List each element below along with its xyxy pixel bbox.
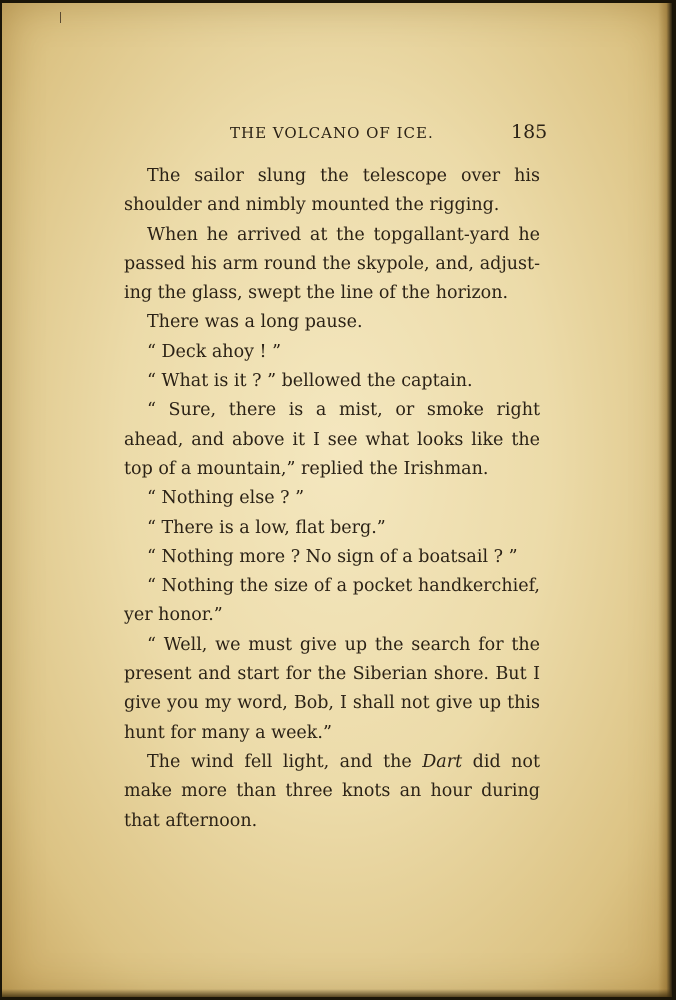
paragraph: “ There is a low, flat berg.” [147, 517, 386, 538]
page-edge-shadow [658, 3, 672, 997]
page-bottom-shadow [2, 989, 672, 997]
page-mark [60, 12, 61, 23]
paragraph: When he arrived at the topgallant-yard he passed his arm round the skypole, and, adjusting the glass, swept the line of the horizon. [124, 224, 540, 304]
body-text [124, 162, 540, 836]
text-run: The wind fell light, and the [147, 751, 423, 772]
book-page [2, 3, 672, 997]
text-run: did not make more than three knots an hour during that afternoon. [124, 751, 540, 831]
paragraph: “ Well, we must give up the search for the present and start for the Siberian shore. But I give you my word, Bob, I shall not give up this hunt for many a week.” [124, 634, 540, 743]
paragraph: The sailor slung the telescope over his shoulder and nimbly mounted the rigging. [124, 166, 540, 216]
page-number: 185 [511, 121, 548, 143]
page-header [2, 121, 672, 146]
paragraph: “ Nothing else ? ” [147, 488, 305, 509]
running-head: THE VOLCANO OF ICE. [230, 124, 434, 142]
paragraph: “ Nothing more ? No sign of a boatsail ? ” [147, 546, 518, 567]
paragraph: “ Deck ahoy ! ” [147, 341, 282, 362]
paragraph: “ Nothing the size of a pocket handkerchief, yer honor.” [124, 576, 540, 626]
ship-name: Dart [422, 751, 463, 772]
paragraph: “ What is it ? ” bellowed the captain. [147, 371, 473, 392]
paragraph: There was a long pause. [147, 312, 363, 333]
paragraph: “ Sure, there is a mist, or smoke right ahead, and above it I see what looks like the top of a mountain,” replied the Irishman. [124, 400, 540, 479]
paragraph [124, 748, 540, 836]
